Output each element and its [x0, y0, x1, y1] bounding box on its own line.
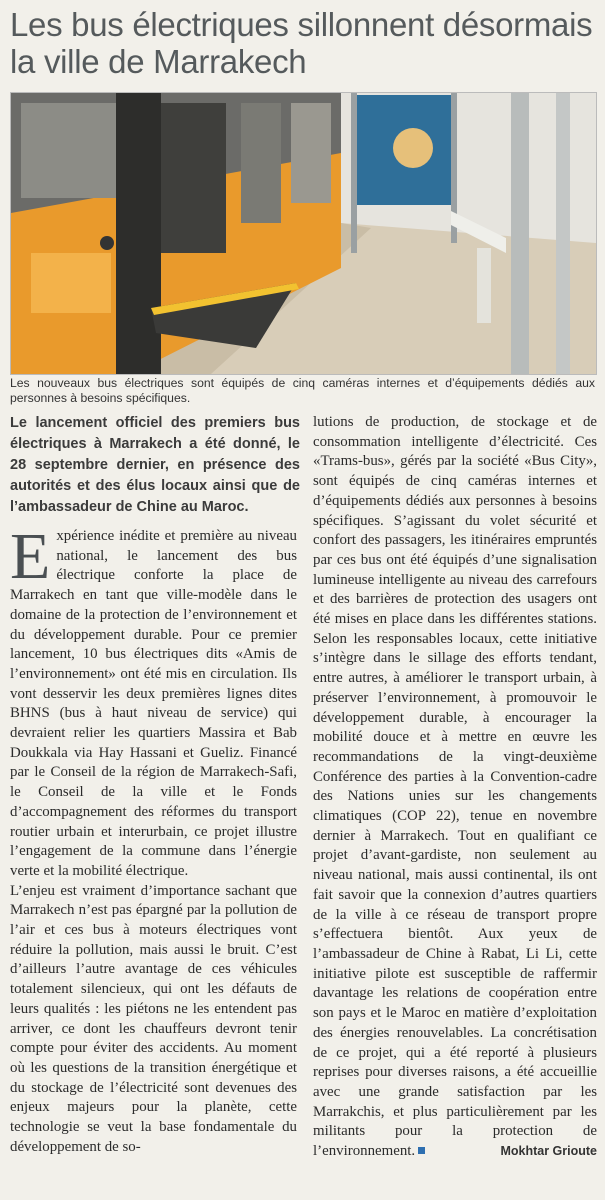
bus-photo: [10, 92, 597, 375]
column-left: [10, 520, 297, 1158]
photo-caption: Les nouveaux bus électriques sont équipés de cinq caméras internes et d’équipements dédiés aux personnes à besoins spécifiques.: [10, 376, 595, 405]
paragraph-2-end: lutions de production, de stockage et de consommation intelligente d’électricité. Ces «Trams-bus», gérés par la société «Bus City», sont équipés de cinq caméras internes et d’équipements dédiés aux personnes à besoins spécifiques. S’agissant du volet sécurité et confort des passagers, les itinéraires empruntés par ces bus ont été équipés d’une signalisation lumineuse intelligente au niveau des carrefours et des barrières de protection des usagers ont été mises en place dans les différentes stations. Selon les responsables locaux, cette initiative s’intègre dans le sillage des efforts tendant, entre autres, à améliorer le transport urbain, à préserver l’environnement, à promouvoir le développement durable, à encourager la mobilité douce et à mettre en œuvre les recommandations de la vingt-deuxième Conférence des parties à la Convention-cadre des Nations unies sur les changements climatiques (COP 22), tenue en novembre dernier à Marrakech. Tout en qualifiant ce projet d’avant-gardiste, non seulement au niveau national, mais aussi continental, ils ont fait savoir que la connexion d’autres quartiers de la ville à ce réseau de transport propre s’effectuera bientôt. Aux yeux de l’ambassadeur de Chine à Rabat, Li Li, cette initiative pilote est susceptible de raffermir davantage les relations de coopération entre son pays et le Maroc en matière d’exploitation des énergies renouvelables. La concrétisation de ce projet, qui a été reporté à plusieurs reprises pour diverses raisons, a été accueillie avec une grande satisfaction par les Marrakchis, et plus particulièrement par les militants pour la protection de l’environnement. Mokhtar Grioute: [313, 413, 597, 1162]
article-title: Les bus électriques sillonnent désormais la ville de Marrakech: [10, 6, 593, 80]
end-mark-icon: [418, 1147, 425, 1154]
paragraph-1: Expérience inédite et première au niveau national, le lancement des bus électrique conforte la place de Marrakech en tant que ville-modèle dans le domaine de la protection de l’environnement et du développement durable. Pour ce premier lancement, 10 bus électriques dits «Amis de l’environnement» ont été mis en circulation. Ils vont desservir les deux premières lignes dites BHNS (bus à haut niveau de service) qui devraient relier les quartiers Massira et Bab Doukkala via Hay Hassani et Gueliz. Financé par le Conseil de la région de Marrakech-Safi, le Conseil de la ville et le Fonds d’accompagnement des réformes du transport routier urbain et interurbain, ce projet illustre l’engagement de la commune dans l’énergie verte et la mobilité électrique.: [10, 520, 297, 879]
drop-cap: E: [10, 520, 51, 593]
article-lead: Le lancement officiel des premiers bus électriques à Marrakech a été donné, le 28 septembre dernier, en présence des autorités et des élus locaux ainsi que de l’ambassadeur de Chine au Maroc.: [10, 415, 300, 515]
paragraph-2-start: L’enjeu est vraiment d’importance sachant que Marrakech n’est pas épargné par la pollution de l’air et ces bus à moteurs électriques vont réduire la pollution, mais aussi le bruit. C’est d’ailleurs l’autre avantage de ces véhicules totalement silencieux, qui ont les défauts de leurs qualités : les piétons ne les entendent pas arriver, ce dont les chauffeurs devront tenir compte pour éviter des accidents. Au moment où les questions de la transition énergétique et du stockage de l’électricité sont devenues des enjeux majeurs pour la planète, cette technologie se veut la base fondamentale du développement de so-: [10, 882, 297, 1155]
column-right: [313, 413, 597, 1162]
author-byline: Mokhtar Grioute: [500, 1144, 597, 1159]
